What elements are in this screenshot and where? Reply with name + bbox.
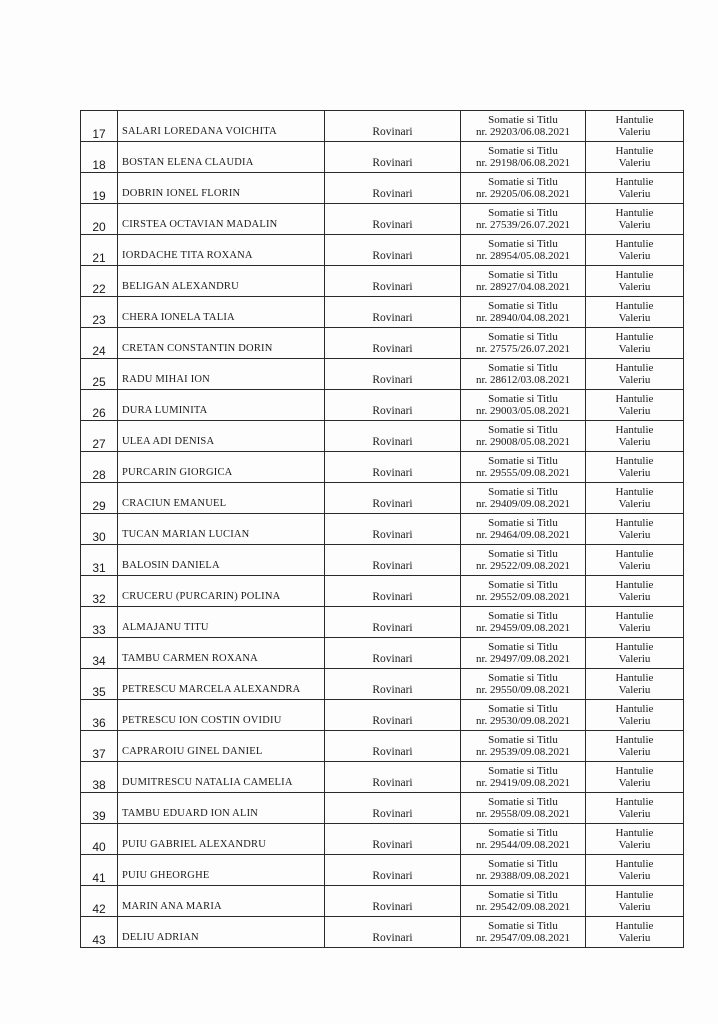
locality: Rovinari <box>325 266 461 297</box>
row-number: 35 <box>81 669 118 700</box>
debtor-name: IORDACHE TITA ROXANA <box>118 235 325 266</box>
document-type: Somatie si Titlu <box>488 765 558 777</box>
debtor-name: PUIU GABRIEL ALEXANDRU <box>118 824 325 855</box>
executor-surname: Hantulie <box>615 548 654 560</box>
locality: Rovinari <box>325 483 461 514</box>
executor-surname: Hantulie <box>615 176 654 188</box>
locality: Rovinari <box>325 855 461 886</box>
document-type: Somatie si Titlu <box>488 734 558 746</box>
document-cell <box>461 824 586 855</box>
document-number: nr. 29205/06.08.2021 <box>475 188 571 200</box>
debtor-name: PUIU GHEORGHE <box>118 855 325 886</box>
document-cell <box>461 235 586 266</box>
locality: Rovinari <box>325 142 461 173</box>
row-number: 37 <box>81 731 118 762</box>
executor-cell <box>586 607 684 638</box>
document-number: nr. 29530/09.08.2021 <box>475 715 571 727</box>
document-cell <box>461 297 586 328</box>
executor-surname: Hantulie <box>615 393 654 405</box>
document-cell <box>461 483 586 514</box>
locality: Rovinari <box>325 421 461 452</box>
document-number: nr. 29198/06.08.2021 <box>475 157 571 169</box>
debtor-name: CRACIUN EMANUEL <box>118 483 325 514</box>
executor-cell <box>586 514 684 545</box>
executor-surname: Hantulie <box>615 672 654 684</box>
executor-cell <box>586 855 684 886</box>
document-number: nr. 29409/09.08.2021 <box>475 498 571 510</box>
executor-cell <box>586 731 684 762</box>
document-cell <box>461 886 586 917</box>
locality: Rovinari <box>325 762 461 793</box>
debtor-name: PETRESCU MARCELA ALEXANDRA <box>118 669 325 700</box>
debtor-name: BOSTAN ELENA CLAUDIA <box>118 142 325 173</box>
row-number: 27 <box>81 421 118 452</box>
debtor-name: DUMITRESCU NATALIA CAMELIA <box>118 762 325 793</box>
document-type: Somatie si Titlu <box>488 114 558 126</box>
table-row <box>81 359 684 390</box>
debtor-name: PETRESCU ION COSTIN OVIDIU <box>118 700 325 731</box>
document-type: Somatie si Titlu <box>488 424 558 436</box>
executor-surname: Hantulie <box>615 858 654 870</box>
document-type: Somatie si Titlu <box>488 486 558 498</box>
debtor-name: PURCARIN GIORGICA <box>118 452 325 483</box>
document-number: nr. 28940/04.08.2021 <box>475 312 571 324</box>
locality: Rovinari <box>325 111 461 142</box>
document-number: nr. 29550/09.08.2021 <box>475 684 571 696</box>
executor-surname: Hantulie <box>615 269 654 281</box>
row-number: 29 <box>81 483 118 514</box>
executor-given-name: Valeriu <box>618 746 651 758</box>
row-number: 28 <box>81 452 118 483</box>
table-row <box>81 638 684 669</box>
executor-given-name: Valeriu <box>618 343 651 355</box>
executor-given-name: Valeriu <box>618 405 651 417</box>
executor-cell <box>586 266 684 297</box>
document-number: nr. 29003/05.08.2021 <box>475 405 571 417</box>
table-body <box>81 111 684 948</box>
executor-cell <box>586 545 684 576</box>
executor-cell <box>586 204 684 235</box>
row-number: 43 <box>81 917 118 948</box>
executor-given-name: Valeriu <box>618 126 651 138</box>
executor-given-name: Valeriu <box>618 219 651 231</box>
document-cell <box>461 328 586 359</box>
executor-cell <box>586 483 684 514</box>
document-cell <box>461 421 586 452</box>
document-type: Somatie si Titlu <box>488 672 558 684</box>
executor-surname: Hantulie <box>615 920 654 932</box>
executor-surname: Hantulie <box>615 331 654 343</box>
table-row <box>81 917 684 948</box>
document-number: nr. 29459/09.08.2021 <box>475 622 571 634</box>
debtor-name: CHERA IONELA TALIA <box>118 297 325 328</box>
executor-cell <box>586 886 684 917</box>
executor-given-name: Valeriu <box>618 374 651 386</box>
executor-surname: Hantulie <box>615 114 654 126</box>
debtor-name: BELIGAN ALEXANDRU <box>118 266 325 297</box>
table-row <box>81 731 684 762</box>
document-cell <box>461 142 586 173</box>
row-number: 24 <box>81 328 118 359</box>
locality: Rovinari <box>325 545 461 576</box>
executor-given-name: Valeriu <box>618 839 651 851</box>
document-type: Somatie si Titlu <box>488 796 558 808</box>
document-type: Somatie si Titlu <box>488 703 558 715</box>
executor-surname: Hantulie <box>615 207 654 219</box>
document-number: nr. 28954/05.08.2021 <box>475 250 571 262</box>
document-number: nr. 28612/03.08.2021 <box>475 374 571 386</box>
row-number: 41 <box>81 855 118 886</box>
executor-given-name: Valeriu <box>618 591 651 603</box>
table-row <box>81 762 684 793</box>
row-number: 33 <box>81 607 118 638</box>
locality: Rovinari <box>325 204 461 235</box>
executor-cell <box>586 824 684 855</box>
executor-cell <box>586 328 684 359</box>
row-number: 20 <box>81 204 118 235</box>
table-row <box>81 297 684 328</box>
executor-cell <box>586 142 684 173</box>
locality: Rovinari <box>325 638 461 669</box>
locality: Rovinari <box>325 297 461 328</box>
executor-cell <box>586 297 684 328</box>
document-number: nr. 29544/09.08.2021 <box>475 839 571 851</box>
document-number: nr. 29547/09.08.2021 <box>475 932 571 944</box>
debtor-name: DELIU ADRIAN <box>118 917 325 948</box>
locality: Rovinari <box>325 917 461 948</box>
document-type: Somatie si Titlu <box>488 641 558 653</box>
executor-cell <box>586 235 684 266</box>
row-number: 38 <box>81 762 118 793</box>
document-cell <box>461 111 586 142</box>
executor-surname: Hantulie <box>615 703 654 715</box>
document-number: nr. 29464/09.08.2021 <box>475 529 571 541</box>
row-number: 30 <box>81 514 118 545</box>
executor-surname: Hantulie <box>615 579 654 591</box>
debtor-name: CRUCERU (PURCARIN) POLINA <box>118 576 325 607</box>
document-cell <box>461 793 586 824</box>
executor-surname: Hantulie <box>615 486 654 498</box>
document-number: nr. 29552/09.08.2021 <box>475 591 571 603</box>
locality: Rovinari <box>325 700 461 731</box>
executor-cell <box>586 638 684 669</box>
locality: Rovinari <box>325 452 461 483</box>
executor-surname: Hantulie <box>615 455 654 467</box>
row-number: 34 <box>81 638 118 669</box>
executor-given-name: Valeriu <box>618 281 651 293</box>
document-number: nr. 29008/05.08.2021 <box>475 436 571 448</box>
document-cell <box>461 917 586 948</box>
executor-cell <box>586 793 684 824</box>
document-cell <box>461 731 586 762</box>
document-cell <box>461 545 586 576</box>
row-number: 25 <box>81 359 118 390</box>
executor-cell <box>586 452 684 483</box>
executor-given-name: Valeriu <box>618 622 651 634</box>
debtors-table <box>80 110 684 948</box>
debtor-name: CRETAN CONSTANTIN DORIN <box>118 328 325 359</box>
document-cell <box>461 669 586 700</box>
table-row <box>81 111 684 142</box>
table-row <box>81 669 684 700</box>
document-type: Somatie si Titlu <box>488 393 558 405</box>
table-row <box>81 173 684 204</box>
locality: Rovinari <box>325 669 461 700</box>
executor-surname: Hantulie <box>615 517 654 529</box>
row-number: 36 <box>81 700 118 731</box>
table-row <box>81 855 684 886</box>
document-cell <box>461 390 586 421</box>
executor-cell <box>586 421 684 452</box>
document-number: nr. 29203/06.08.2021 <box>475 126 571 138</box>
row-number: 18 <box>81 142 118 173</box>
row-number: 17 <box>81 111 118 142</box>
executor-given-name: Valeriu <box>618 715 651 727</box>
executor-given-name: Valeriu <box>618 684 651 696</box>
executor-given-name: Valeriu <box>618 436 651 448</box>
document-type: Somatie si Titlu <box>488 889 558 901</box>
locality: Rovinari <box>325 886 461 917</box>
executor-cell <box>586 700 684 731</box>
locality: Rovinari <box>325 390 461 421</box>
row-number: 26 <box>81 390 118 421</box>
executor-given-name: Valeriu <box>618 808 651 820</box>
row-number: 21 <box>81 235 118 266</box>
table-row <box>81 452 684 483</box>
document-number: nr. 29522/09.08.2021 <box>475 560 571 572</box>
row-number: 23 <box>81 297 118 328</box>
row-number: 22 <box>81 266 118 297</box>
executor-surname: Hantulie <box>615 641 654 653</box>
row-number: 31 <box>81 545 118 576</box>
executor-given-name: Valeriu <box>618 901 651 913</box>
row-number: 42 <box>81 886 118 917</box>
executor-surname: Hantulie <box>615 238 654 250</box>
locality: Rovinari <box>325 824 461 855</box>
executor-surname: Hantulie <box>615 827 654 839</box>
debtor-name: BALOSIN DANIELA <box>118 545 325 576</box>
table-row <box>81 576 684 607</box>
debtor-name: TUCAN MARIAN LUCIAN <box>118 514 325 545</box>
row-number: 32 <box>81 576 118 607</box>
document-number: nr. 27539/26.07.2021 <box>475 219 571 231</box>
document-number: nr. 29555/09.08.2021 <box>475 467 571 479</box>
executor-cell <box>586 173 684 204</box>
locality: Rovinari <box>325 173 461 204</box>
document-type: Somatie si Titlu <box>488 238 558 250</box>
executor-surname: Hantulie <box>615 610 654 622</box>
document-type: Somatie si Titlu <box>488 362 558 374</box>
document-cell <box>461 700 586 731</box>
document-number: nr. 29388/09.08.2021 <box>475 870 571 882</box>
executor-surname: Hantulie <box>615 362 654 374</box>
executor-surname: Hantulie <box>615 300 654 312</box>
executor-given-name: Valeriu <box>618 932 651 944</box>
table-row <box>81 824 684 855</box>
document-cell <box>461 514 586 545</box>
table-row <box>81 204 684 235</box>
executor-cell <box>586 111 684 142</box>
executor-cell <box>586 762 684 793</box>
document-type: Somatie si Titlu <box>488 858 558 870</box>
debtor-name: CAPRAROIU GINEL DANIEL <box>118 731 325 762</box>
executor-given-name: Valeriu <box>618 653 651 665</box>
executor-cell <box>586 576 684 607</box>
document-cell <box>461 359 586 390</box>
table-row <box>81 266 684 297</box>
debtor-name: DURA LUMINITA <box>118 390 325 421</box>
executor-cell <box>586 390 684 421</box>
executor-cell <box>586 359 684 390</box>
table-row <box>81 483 684 514</box>
debtor-name: TAMBU EDUARD ION ALIN <box>118 793 325 824</box>
executor-surname: Hantulie <box>615 889 654 901</box>
table-row <box>81 886 684 917</box>
table-row <box>81 700 684 731</box>
document-type: Somatie si Titlu <box>488 548 558 560</box>
debtor-name: CIRSTEA OCTAVIAN MADALIN <box>118 204 325 235</box>
table-row <box>81 390 684 421</box>
document-cell <box>461 762 586 793</box>
debtor-name: MARIN ANA MARIA <box>118 886 325 917</box>
locality: Rovinari <box>325 235 461 266</box>
document-type: Somatie si Titlu <box>488 176 558 188</box>
executor-surname: Hantulie <box>615 765 654 777</box>
document-type: Somatie si Titlu <box>488 610 558 622</box>
document-cell <box>461 638 586 669</box>
locality: Rovinari <box>325 514 461 545</box>
locality: Rovinari <box>325 576 461 607</box>
executor-cell <box>586 669 684 700</box>
document-number: nr. 29558/09.08.2021 <box>475 808 571 820</box>
debtor-name: RADU MIHAI ION <box>118 359 325 390</box>
document-type: Somatie si Titlu <box>488 269 558 281</box>
document-type: Somatie si Titlu <box>488 300 558 312</box>
locality: Rovinari <box>325 328 461 359</box>
table-row <box>81 142 684 173</box>
debtor-name: SALARI LOREDANA VOICHITA <box>118 111 325 142</box>
executor-given-name: Valeriu <box>618 157 651 169</box>
executor-cell <box>586 917 684 948</box>
debtor-name: ULEA ADI DENISA <box>118 421 325 452</box>
table-row <box>81 328 684 359</box>
document-number: nr. 29419/09.08.2021 <box>475 777 571 789</box>
document-cell <box>461 607 586 638</box>
row-number: 40 <box>81 824 118 855</box>
document-cell <box>461 266 586 297</box>
document-type: Somatie si Titlu <box>488 579 558 591</box>
executor-given-name: Valeriu <box>618 498 651 510</box>
document-number: nr. 29539/09.08.2021 <box>475 746 571 758</box>
executor-given-name: Valeriu <box>618 777 651 789</box>
table-row <box>81 421 684 452</box>
executor-surname: Hantulie <box>615 734 654 746</box>
executor-given-name: Valeriu <box>618 188 651 200</box>
debtor-name: ALMAJANU TITU <box>118 607 325 638</box>
locality: Rovinari <box>325 607 461 638</box>
table-row <box>81 545 684 576</box>
document-type: Somatie si Titlu <box>488 207 558 219</box>
document-cell <box>461 204 586 235</box>
document-number: nr. 29542/09.08.2021 <box>475 901 571 913</box>
executor-given-name: Valeriu <box>618 467 651 479</box>
document-cell <box>461 855 586 886</box>
executor-surname: Hantulie <box>615 796 654 808</box>
debtor-name: TAMBU CARMEN ROXANA <box>118 638 325 669</box>
executor-surname: Hantulie <box>615 145 654 157</box>
executor-given-name: Valeriu <box>618 312 651 324</box>
table-row <box>81 514 684 545</box>
document-type: Somatie si Titlu <box>488 145 558 157</box>
document-cell <box>461 173 586 204</box>
table-row <box>81 235 684 266</box>
row-number: 19 <box>81 173 118 204</box>
document-type: Somatie si Titlu <box>488 517 558 529</box>
document-cell <box>461 452 586 483</box>
executor-surname: Hantulie <box>615 424 654 436</box>
document-type: Somatie si Titlu <box>488 455 558 467</box>
debtor-name: DOBRIN IONEL FLORIN <box>118 173 325 204</box>
executor-given-name: Valeriu <box>618 560 651 572</box>
locality: Rovinari <box>325 359 461 390</box>
document-cell <box>461 576 586 607</box>
table-row <box>81 607 684 638</box>
document-type: Somatie si Titlu <box>488 827 558 839</box>
locality: Rovinari <box>325 793 461 824</box>
document-type: Somatie si Titlu <box>488 920 558 932</box>
document-number: nr. 27575/26.07.2021 <box>475 343 571 355</box>
executor-given-name: Valeriu <box>618 529 651 541</box>
locality: Rovinari <box>325 731 461 762</box>
document-number: nr. 29497/09.08.2021 <box>475 653 571 665</box>
executor-given-name: Valeriu <box>618 870 651 882</box>
executor-given-name: Valeriu <box>618 250 651 262</box>
row-number: 39 <box>81 793 118 824</box>
document-type: Somatie si Titlu <box>488 331 558 343</box>
table-row <box>81 793 684 824</box>
document-number: nr. 28927/04.08.2021 <box>475 281 571 293</box>
